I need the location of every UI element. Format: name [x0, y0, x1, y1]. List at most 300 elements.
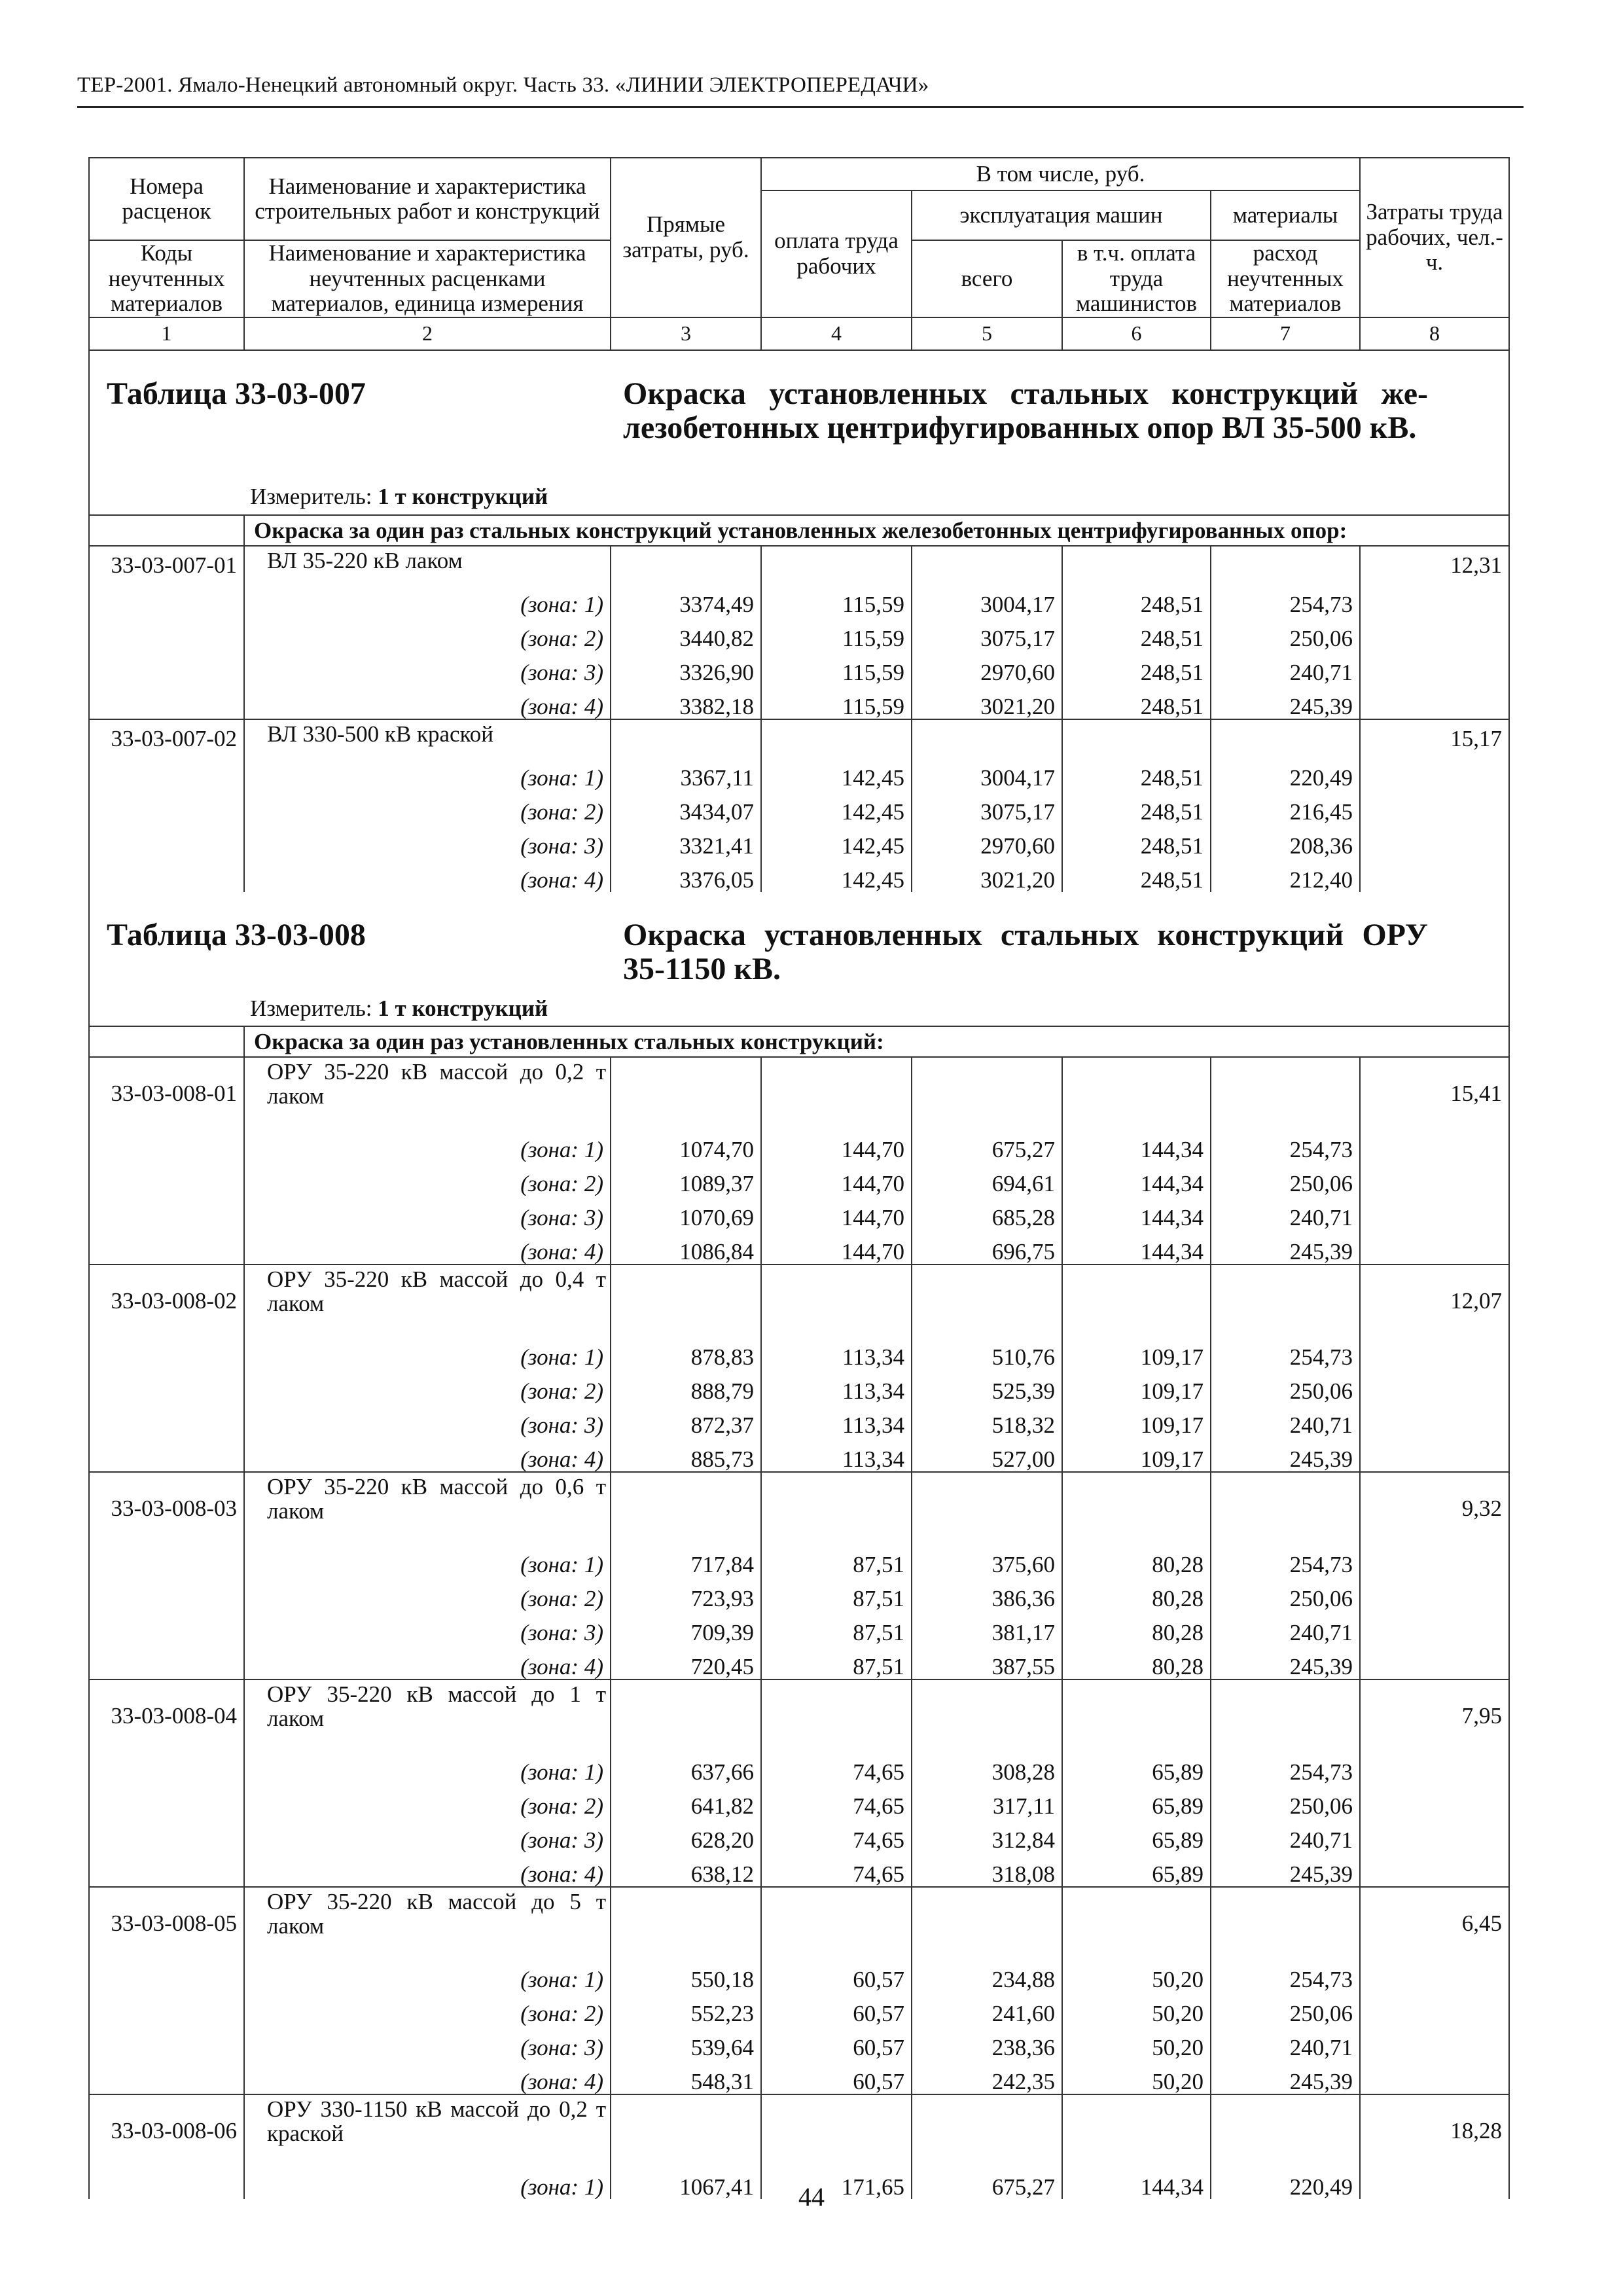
operator-pay: 80,28 — [1062, 1645, 1211, 1679]
zone-row — [89, 1645, 1509, 1679]
direct-cost: 628,20 — [611, 1818, 761, 1852]
worker-pay: 87,51 — [761, 1577, 912, 1611]
empty-cell — [912, 719, 1062, 756]
table-heading — [89, 892, 1509, 1026]
material-use: 254,73 — [1211, 1750, 1360, 1784]
empty-cell — [611, 1679, 761, 1750]
material-use: 240,71 — [1211, 651, 1360, 685]
empty-cell — [611, 1265, 761, 1335]
empty-cell — [89, 685, 244, 719]
empty-cell — [912, 2094, 1062, 2165]
machine-total: 317,11 — [912, 1784, 1062, 1818]
direct-cost: 3376,05 — [611, 858, 761, 892]
zone-row — [89, 685, 1509, 719]
header-col4: оплата труда рабочих — [761, 190, 912, 317]
zone-label: (зона: 4) — [244, 1645, 611, 1679]
empty-cell — [1360, 858, 1509, 892]
machine-total: 386,36 — [912, 1577, 1062, 1611]
machine-total: 312,84 — [912, 1818, 1062, 1852]
worker-pay: 74,65 — [761, 1784, 912, 1818]
empty-cell — [1360, 1750, 1509, 1784]
empty-cell — [89, 1230, 244, 1265]
empty-cell — [1360, 1611, 1509, 1645]
empty-cell — [89, 1577, 244, 1611]
material-use: 240,71 — [1211, 1403, 1360, 1437]
section-spacer — [89, 515, 244, 546]
labor-cost: 6,45 — [1360, 1887, 1509, 1958]
direct-cost: 3326,90 — [611, 651, 761, 685]
empty-cell — [1211, 1472, 1360, 1543]
empty-cell — [1062, 2094, 1211, 2165]
empty-cell — [1211, 719, 1360, 756]
direct-cost: 641,82 — [611, 1784, 761, 1818]
zone-label: (зона: 1) — [244, 1335, 611, 1369]
empty-cell — [611, 1887, 761, 1958]
operator-pay: 144,34 — [1062, 1162, 1211, 1196]
empty-cell — [1360, 651, 1509, 685]
operator-pay: 248,51 — [1062, 756, 1211, 790]
empty-cell — [1211, 546, 1360, 583]
direct-cost: 539,64 — [611, 2026, 761, 2060]
worker-pay: 144,70 — [761, 1162, 912, 1196]
running-header: ТЕР-2001. Ямало-Ненецкий автономный округ. Часть 33. «ЛИНИИ ЭЛЕКТРОПЕРЕДАЧИ» — [77, 73, 929, 97]
empty-cell — [1360, 1577, 1509, 1611]
header-col6: в т.ч. оплата труда машинистов — [1062, 240, 1211, 317]
operator-pay: 248,51 — [1062, 685, 1211, 719]
rate-code: 33-03-008-02 — [89, 1265, 244, 1335]
material-use: 250,06 — [1211, 1162, 1360, 1196]
material-use: 250,06 — [1211, 1992, 1360, 2026]
empty-cell — [89, 790, 244, 824]
machine-total: 3021,20 — [912, 685, 1062, 719]
empty-cell — [1360, 617, 1509, 651]
labor-cost: 12,07 — [1360, 1265, 1509, 1335]
empty-cell — [89, 583, 244, 617]
operator-pay: 144,34 — [1062, 1128, 1211, 1162]
empty-cell — [611, 1057, 761, 1128]
measure-label: Измеритель: — [250, 995, 378, 1021]
empty-cell — [1360, 824, 1509, 858]
worker-pay: 113,34 — [761, 1335, 912, 1369]
worker-pay: 87,51 — [761, 1611, 912, 1645]
operator-pay: 65,89 — [1062, 1852, 1211, 1887]
worker-pay: 144,70 — [761, 1196, 912, 1230]
work-name: ОРУ 35-220 кВ массой до 5 т лаком — [244, 1887, 611, 1958]
material-use: 254,73 — [1211, 583, 1360, 617]
empty-cell — [89, 2026, 244, 2060]
header-group: В том числе, руб. — [761, 158, 1360, 190]
worker-pay: 115,59 — [761, 617, 912, 651]
empty-cell — [761, 1265, 912, 1335]
operator-pay: 50,20 — [1062, 2026, 1211, 2060]
worker-pay: 113,34 — [761, 1403, 912, 1437]
operator-pay: 109,17 — [1062, 1369, 1211, 1403]
zone-label: (зона: 3) — [244, 651, 611, 685]
direct-cost: 1086,84 — [611, 1230, 761, 1265]
direct-cost: 888,79 — [611, 1369, 761, 1403]
direct-cost: 723,93 — [611, 1577, 761, 1611]
header-rule — [77, 106, 1524, 108]
direct-cost: 3374,49 — [611, 583, 761, 617]
worker-pay: 60,57 — [761, 2060, 912, 2094]
zone-label: (зона: 3) — [244, 1196, 611, 1230]
direct-cost: 720,45 — [611, 1645, 761, 1679]
labor-cost: 9,32 — [1360, 1472, 1509, 1543]
material-use: 250,06 — [1211, 1784, 1360, 1818]
work-name: ОРУ 35-220 кВ массой до 0,2 т лаком — [244, 1057, 611, 1128]
machine-total: 381,17 — [912, 1611, 1062, 1645]
section-spacer — [89, 1026, 244, 1057]
empty-cell — [1360, 1162, 1509, 1196]
worker-pay: 74,65 — [761, 1852, 912, 1887]
col-number: 3 — [611, 317, 761, 350]
direct-cost: 878,83 — [611, 1335, 761, 1369]
material-use: 208,36 — [1211, 824, 1360, 858]
empty-cell — [1360, 1818, 1509, 1852]
machine-total: 525,39 — [912, 1369, 1062, 1403]
empty-cell — [1062, 1265, 1211, 1335]
material-use: 250,06 — [1211, 617, 1360, 651]
empty-cell — [761, 719, 912, 756]
operator-pay: 109,17 — [1062, 1403, 1211, 1437]
zone-row — [89, 1230, 1509, 1265]
empty-cell — [89, 617, 244, 651]
empty-cell — [89, 1335, 244, 1369]
empty-cell — [1062, 1057, 1211, 1128]
zone-row — [89, 1196, 1509, 1230]
worker-pay: 115,59 — [761, 651, 912, 685]
zone-row — [89, 1543, 1509, 1577]
rate-code: 33-03-008-05 — [89, 1887, 244, 1958]
empty-cell — [1360, 685, 1509, 719]
work-name: ОРУ 330-1150 кВ массой до 0,2 т краской — [244, 2094, 611, 2165]
zone-row — [89, 1335, 1509, 1369]
worker-pay: 113,34 — [761, 1437, 912, 1472]
material-use: 254,73 — [1211, 1958, 1360, 1992]
zone-label: (зона: 3) — [244, 1611, 611, 1645]
empty-cell — [1360, 1958, 1509, 1992]
material-use: 212,40 — [1211, 858, 1360, 892]
empty-cell — [912, 1472, 1062, 1543]
empty-cell — [611, 546, 761, 583]
header-col2-bottom: Наименование и характеристика неучтенных расценками материалов, единица измерения — [244, 240, 611, 317]
empty-cell — [1211, 1679, 1360, 1750]
header-col5: всего — [912, 240, 1062, 317]
zone-label: (зона: 4) — [244, 2060, 611, 2094]
worker-pay: 60,57 — [761, 2026, 912, 2060]
operator-pay: 109,17 — [1062, 1335, 1211, 1369]
worker-pay: 142,45 — [761, 824, 912, 858]
operator-pay: 144,34 — [1062, 1196, 1211, 1230]
material-use: 245,39 — [1211, 1852, 1360, 1887]
machine-total: 2970,60 — [912, 824, 1062, 858]
empty-cell — [89, 1958, 244, 1992]
empty-cell — [912, 546, 1062, 583]
empty-cell — [761, 1679, 912, 1750]
direct-cost: 885,73 — [611, 1437, 761, 1472]
machine-total: 308,28 — [912, 1750, 1062, 1784]
empty-cell — [1062, 1472, 1211, 1543]
direct-cost: 1070,69 — [611, 1196, 761, 1230]
empty-cell — [89, 1992, 244, 2026]
material-use: 254,73 — [1211, 1128, 1360, 1162]
col-number: 5 — [912, 317, 1062, 350]
operator-pay: 144,34 — [1062, 2165, 1211, 2199]
material-use: 240,71 — [1211, 2026, 1360, 2060]
worker-pay: 60,57 — [761, 1992, 912, 2026]
empty-cell — [912, 1887, 1062, 1958]
rate-code: 33-03-007-02 — [89, 719, 244, 756]
machine-total: 510,76 — [912, 1335, 1062, 1369]
machine-total: 238,36 — [912, 2026, 1062, 2060]
rate-code: 33-03-008-06 — [89, 2094, 244, 2165]
zone-label: (зона: 2) — [244, 617, 611, 651]
zone-label: (зона: 3) — [244, 1818, 611, 1852]
empty-cell — [1360, 1852, 1509, 1887]
empty-cell — [89, 858, 244, 892]
work-name: ВЛ 330-500 кВ краской — [244, 719, 611, 756]
empty-cell — [1211, 1265, 1360, 1335]
empty-cell — [1062, 546, 1211, 583]
material-use: 250,06 — [1211, 1369, 1360, 1403]
table-title: Окраска установленных стальных конструкций же-лезобетонных центрифугированных опор ВЛ 35-500 кВ. — [623, 376, 1428, 446]
zone-row — [89, 2026, 1509, 2060]
material-use: 216,45 — [1211, 790, 1360, 824]
empty-cell — [1360, 2026, 1509, 2060]
material-use: 245,39 — [1211, 1437, 1360, 1472]
zone-row — [89, 1369, 1509, 1403]
machine-total: 387,55 — [912, 1645, 1062, 1679]
empty-cell — [89, 651, 244, 685]
table-number: Таблица 33-03-007 — [107, 376, 366, 411]
zone-row — [89, 1403, 1509, 1437]
operator-pay: 144,34 — [1062, 1230, 1211, 1265]
empty-cell — [89, 1645, 244, 1679]
empty-cell — [89, 1162, 244, 1196]
col-number: 7 — [1211, 317, 1360, 350]
empty-cell — [912, 1679, 1062, 1750]
table-number: Таблица 33-03-008 — [107, 917, 366, 952]
worker-pay: 74,65 — [761, 1818, 912, 1852]
table-heading — [89, 350, 1509, 515]
price-table — [88, 157, 1510, 2199]
page-number: 44 — [798, 2182, 825, 2212]
material-use: 240,71 — [1211, 1818, 1360, 1852]
zone-label: (зона: 2) — [244, 1162, 611, 1196]
empty-cell — [912, 1265, 1062, 1335]
direct-cost: 709,39 — [611, 1611, 761, 1645]
col-number: 8 — [1360, 317, 1509, 350]
measure-value: 1 т конструкций — [378, 484, 548, 510]
zone-label: (зона: 3) — [244, 2026, 611, 2060]
operator-pay: 248,51 — [1062, 858, 1211, 892]
empty-cell — [89, 1369, 244, 1403]
worker-pay: 142,45 — [761, 756, 912, 790]
worker-pay: 144,70 — [761, 1128, 912, 1162]
machine-total: 675,27 — [912, 1128, 1062, 1162]
header-col3: Прямые затраты, руб. — [611, 158, 761, 317]
col-number: 1 — [89, 317, 244, 350]
col-number: 2 — [244, 317, 611, 350]
empty-cell — [761, 1057, 912, 1128]
machine-total: 694,61 — [912, 1162, 1062, 1196]
machine-total: 3004,17 — [912, 756, 1062, 790]
zone-label: (зона: 1) — [244, 1750, 611, 1784]
zone-label: (зона: 3) — [244, 824, 611, 858]
empty-cell — [89, 1543, 244, 1577]
machine-total: 675,27 — [912, 2165, 1062, 2199]
empty-cell — [761, 2094, 912, 2165]
zone-row — [89, 1852, 1509, 1887]
direct-cost: 552,23 — [611, 1992, 761, 2026]
zone-label: (зона: 1) — [244, 583, 611, 617]
worker-pay: 60,57 — [761, 1958, 912, 1992]
labor-cost: 15,17 — [1360, 719, 1509, 756]
zone-row — [89, 1611, 1509, 1645]
header-exploitation: эксплуатация машин — [912, 190, 1211, 240]
empty-cell — [1360, 1230, 1509, 1265]
work-name: ОРУ 35-220 кВ массой до 1 т лаком — [244, 1679, 611, 1750]
machine-total: 3075,17 — [912, 617, 1062, 651]
worker-pay: 142,45 — [761, 858, 912, 892]
zone-label: (зона: 1) — [244, 756, 611, 790]
empty-cell — [1360, 583, 1509, 617]
direct-cost: 1089,37 — [611, 1162, 761, 1196]
header-materials: материалы — [1211, 190, 1360, 240]
empty-cell — [89, 1818, 244, 1852]
zone-row — [89, 1128, 1509, 1162]
worker-pay: 142,45 — [761, 790, 912, 824]
empty-cell — [1360, 1335, 1509, 1369]
empty-cell — [1211, 2094, 1360, 2165]
measure-value: 1 т конструкций — [378, 995, 548, 1021]
operator-pay: 248,51 — [1062, 651, 1211, 685]
empty-cell — [89, 2060, 244, 2094]
labor-cost: 12,31 — [1360, 546, 1509, 583]
measure-line — [250, 996, 548, 1020]
direct-cost: 3440,82 — [611, 617, 761, 651]
worker-pay: 115,59 — [761, 583, 912, 617]
machine-total: 241,60 — [912, 1992, 1062, 2026]
worker-pay: 144,70 — [761, 1230, 912, 1265]
direct-cost: 1074,70 — [611, 1128, 761, 1162]
empty-cell — [1360, 1645, 1509, 1679]
section-title: Окраска за один раз стальных конструкций установленных железобетонных центрифугированных опор: — [244, 515, 1509, 546]
operator-pay: 80,28 — [1062, 1577, 1211, 1611]
operator-pay: 65,89 — [1062, 1818, 1211, 1852]
zone-label: (зона: 2) — [244, 1369, 611, 1403]
zone-label: (зона: 1) — [244, 1958, 611, 1992]
operator-pay: 50,20 — [1062, 1992, 1211, 2026]
empty-cell — [1211, 1057, 1360, 1128]
table-title: Окраска установленных стальных конструкций ОРУ 35-1150 кВ. — [623, 917, 1428, 987]
worker-pay: 113,34 — [761, 1369, 912, 1403]
machine-total: 2970,60 — [912, 651, 1062, 685]
empty-cell — [1360, 1369, 1509, 1403]
header-col1-bottom: Коды неучтенных материалов — [89, 240, 244, 317]
direct-cost: 637,66 — [611, 1750, 761, 1784]
direct-cost: 3321,41 — [611, 824, 761, 858]
empty-cell — [1360, 1543, 1509, 1577]
empty-cell — [611, 719, 761, 756]
material-use: 245,39 — [1211, 1230, 1360, 1265]
empty-cell — [89, 1196, 244, 1230]
zone-row — [89, 1437, 1509, 1472]
material-use: 254,73 — [1211, 1543, 1360, 1577]
machine-total: 318,08 — [912, 1852, 1062, 1887]
empty-cell — [611, 2094, 761, 2165]
zone-row — [89, 583, 1509, 617]
zone-row — [89, 858, 1509, 892]
operator-pay: 50,20 — [1062, 2060, 1211, 2094]
measure-line — [250, 484, 548, 509]
empty-cell — [1211, 1887, 1360, 1958]
empty-cell — [89, 1611, 244, 1645]
zone-label: (зона: 2) — [244, 1784, 611, 1818]
zone-row — [89, 2060, 1509, 2094]
zone-row — [89, 617, 1509, 651]
zone-row — [89, 790, 1509, 824]
measure-label: Измеритель: — [250, 484, 378, 510]
section-title: Окраска за один раз установленных стальных конструкций: — [244, 1026, 1509, 1057]
machine-total: 696,75 — [912, 1230, 1062, 1265]
operator-pay: 80,28 — [1062, 1611, 1211, 1645]
machine-total: 3075,17 — [912, 790, 1062, 824]
worker-pay: 87,51 — [761, 1543, 912, 1577]
operator-pay: 50,20 — [1062, 1958, 1211, 1992]
zone-label: (зона: 2) — [244, 1992, 611, 2026]
empty-cell — [1360, 756, 1509, 790]
rate-code: 33-03-007-01 — [89, 546, 244, 583]
worker-pay: 171,65 — [761, 2165, 912, 2199]
empty-cell — [89, 1403, 244, 1437]
zone-label: (зона: 4) — [244, 1230, 611, 1265]
zone-row — [89, 1784, 1509, 1818]
zone-row — [89, 1818, 1509, 1852]
empty-cell — [1360, 1784, 1509, 1818]
empty-cell — [89, 1128, 244, 1162]
empty-cell — [761, 1887, 912, 1958]
material-use: 254,73 — [1211, 1335, 1360, 1369]
material-use: 245,39 — [1211, 685, 1360, 719]
labor-cost: 15,41 — [1360, 1057, 1509, 1128]
zone-label: (зона: 4) — [244, 1437, 611, 1472]
empty-cell — [89, 1437, 244, 1472]
zone-row — [89, 1577, 1509, 1611]
work-name: ВЛ 35-220 кВ лаком — [244, 546, 611, 583]
empty-cell — [1360, 1196, 1509, 1230]
material-use: 245,39 — [1211, 2060, 1360, 2094]
operator-pay: 109,17 — [1062, 1437, 1211, 1472]
zone-label: (зона: 2) — [244, 790, 611, 824]
empty-cell — [89, 824, 244, 858]
operator-pay: 65,89 — [1062, 1784, 1211, 1818]
zone-label: (зона: 1) — [244, 1128, 611, 1162]
empty-cell — [912, 1057, 1062, 1128]
zone-label: (зона: 1) — [244, 1543, 611, 1577]
machine-total: 375,60 — [912, 1543, 1062, 1577]
direct-cost: 548,31 — [611, 2060, 761, 2094]
direct-cost: 3382,18 — [611, 685, 761, 719]
zone-row — [89, 1958, 1509, 1992]
empty-cell — [89, 1750, 244, 1784]
machine-total: 3004,17 — [912, 583, 1062, 617]
zone-row — [89, 756, 1509, 790]
zone-label: (зона: 4) — [244, 685, 611, 719]
header-col1-top: Номера расценок — [89, 158, 244, 240]
empty-cell — [1360, 1437, 1509, 1472]
col-number: 6 — [1062, 317, 1211, 350]
